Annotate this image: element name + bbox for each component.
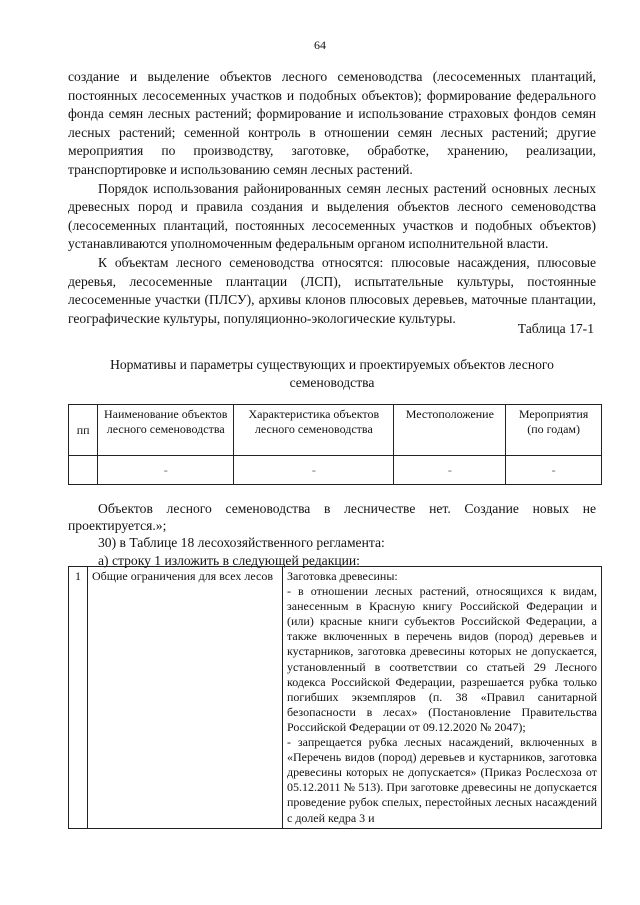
row-number: 1 [69, 567, 88, 829]
amendment-item-a: а) строку 1 изложить в следующей редакции: [98, 552, 360, 568]
header-cell-number: пп [69, 405, 98, 456]
table-title: Нормативы и параметры существующих и проектируемых объектов лесного семеноводства [110, 357, 554, 390]
table-cell: - [98, 456, 234, 485]
table-row [69, 567, 602, 829]
header-cell-measures: Мероприятия (по годам) [506, 405, 602, 456]
table-header-row [69, 405, 602, 456]
description-cell [283, 567, 602, 829]
table-cell: - [394, 456, 506, 485]
body-text [68, 68, 596, 328]
seed-objects-table [68, 404, 602, 485]
description-item: - запрещается рубка лесных насаждений, включенных в «Перечень видов (пород) деревьев и кустарников, заготовка древесины которых не допускается» (Приказ Рослесхоза от 05.12.2011 № 513). При заготовке древесины не допускается проведение рубок спелых, перестойных лесных насаждений с долей кедра 3 и [287, 735, 597, 825]
table-row [69, 456, 602, 485]
page-number: 64 [314, 38, 326, 52]
description-item: - в отношении лесных растений, относящихся к видам, занесенным в Красную книгу Российской Федерации и (или) красные книги субъектов Российской Федерации, а также включенных в перечень видов (пород) деревьев и кустарников, заготовка древесины которых не допускается, установленный в соответствии со статьей 29 Лесного кодекса Российской Федерации, разрешается рубка только погибших экземпляров (п. 38 «Правил санитарной безопасности в лесах» (Постановление Правительства Российской Федерации от 09.12.2020 № 2047); [287, 584, 597, 734]
paragraph: Порядок использования районированных семян лесных растений основных лесных древесных пород и правила создания и выделения объектов лесного семеноводства (лесосеменных плантаций, постоянных лесосеменных участков и подобных объектов) устанавливаются уполномоченным федеральным органом исполнительной власти. [68, 180, 596, 252]
table-label: Таблица 17-1 [517, 321, 594, 336]
regulation-table [68, 566, 602, 829]
table-cell: - [234, 456, 394, 485]
paragraph: К объектам лесного семеноводства относятся: плюсовые насаждения, плюсовые деревья, лесосеменные плантации (ЛСП), испытательные культуры, постоянные лесосеменные участки (ПЛСУ), архивы клонов плюсовых деревьев, маточные плантации, географические культуры, популяционно-экологические культуры. [68, 254, 596, 326]
table-cell [69, 456, 98, 485]
header-cell-name: Наименование объектов лесного семеноводства [98, 405, 234, 456]
description-heading: Заготовка древесины: [287, 569, 398, 583]
statement: Объектов лесного семеноводства в лесничестве нет. Создание новых не проектируется.»; [68, 501, 596, 534]
restriction-cell: Общие ограничения для всех лесов [88, 567, 283, 829]
amendment-item-30: 30) в Таблице 18 лесохозяйственного регламента: [98, 535, 385, 551]
header-cell-location: Местоположение [394, 405, 506, 456]
paragraph: создание и выделение объектов лесного семеноводства (лесосеменных плантаций, постоянных лесосеменных участков и подобных объектов); формирование федерального фонда семян лесных растений; формирование и использование страховых фондов семян лесных растений; семенной контроль в отношении семян лесных растений; другие мероприятия по производству, заготовке, обработке, хранению, реализации, транспортировке и использованию семян лесных растений. [68, 69, 596, 177]
table-cell: - [506, 456, 602, 485]
amendment-text [68, 500, 596, 569]
header-cell-characteristics: Характеристика объектов лесного семеноводства [234, 405, 394, 456]
